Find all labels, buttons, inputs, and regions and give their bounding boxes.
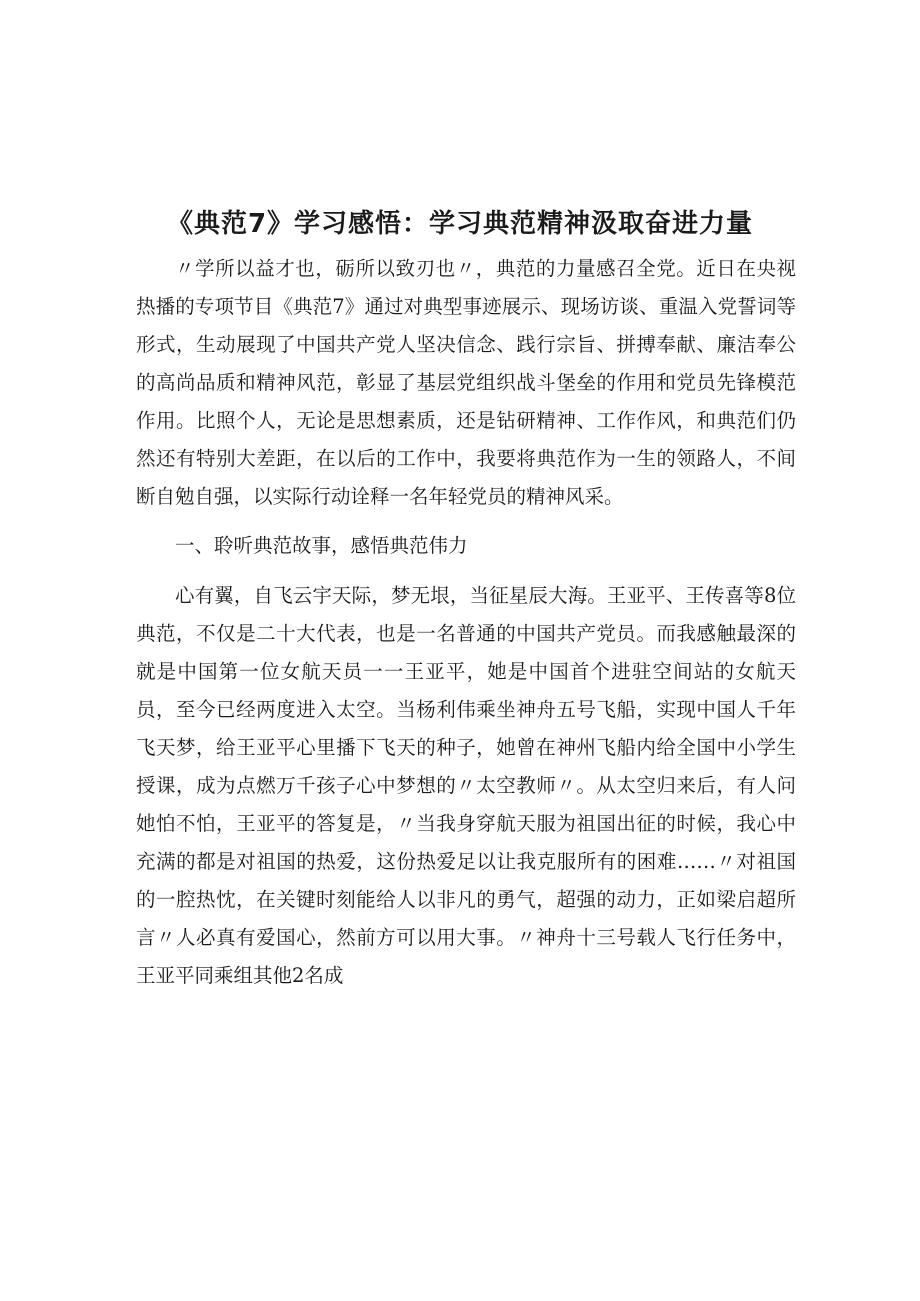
intro-paragraph: 〃学所以益才也，砺所以致刃也〃，典范的力量感召全党。近日在央视热播的专项节目《典范7》通过对典型事迹展示、现场访谈、重温入党誓词等形式，生动展现了中国共产党人坚决信念、践行宗旨、拼搏奉献、廉洁奉公的高尚品质和精神风范，彰显了基层党组织战斗堡垒的作用和党员先锋模范作用。比照个人，无论是思想素质，还是钻研精神、工作作风，和典范们仍然还有特别大差距，在以后的工作中，我要将典范作为一生的领路人，不间断自勉自强，以实际行动诠释一名年轻党员的精神风采。 [136,257,796,508]
document-title: 《典范7》学习感悟：学习典范精神汲取奋进力量 [166,209,754,239]
document-body [136,250,796,995]
section-heading: 一、聆听典范故事，感悟典范伟力 [175,534,468,557]
section-paragraph: 心有翼，自飞云宇天际，梦无垠，当征星辰大海。王亚平、王传喜等8位典范，不仅是二十大代表，也是一名普通的中国共产党员。而我感触最深的就是中国第一位女航天员一一王亚平，她是中国首个进驻空间站的女航天员，至今已经两度进入太空。当杨利伟乘坐神舟五号飞船，实现中国人千年飞天梦，给王亚平心里播下飞天的种子，她曾在神州飞船内给全国中小学生授课，成为点燃万千孩子心中梦想的〃太空教师〃。从太空归来后，有人问她怕不怕，王亚平的答复是，〃当我身穿航天服为祖国出征的时候，我心中充满的都是对祖国的热爱，这份热爱足以让我克服所有的困难……〃对祖国的一腔热忱，在关键时刻能给人以非凡的勇气，超强的动力，正如梁启超所言〃人必真有爱国心，然前方可以用大事。〃神舟十三号载人飞行任务中，王亚平同乘组其他2名成 [136,584,796,987]
